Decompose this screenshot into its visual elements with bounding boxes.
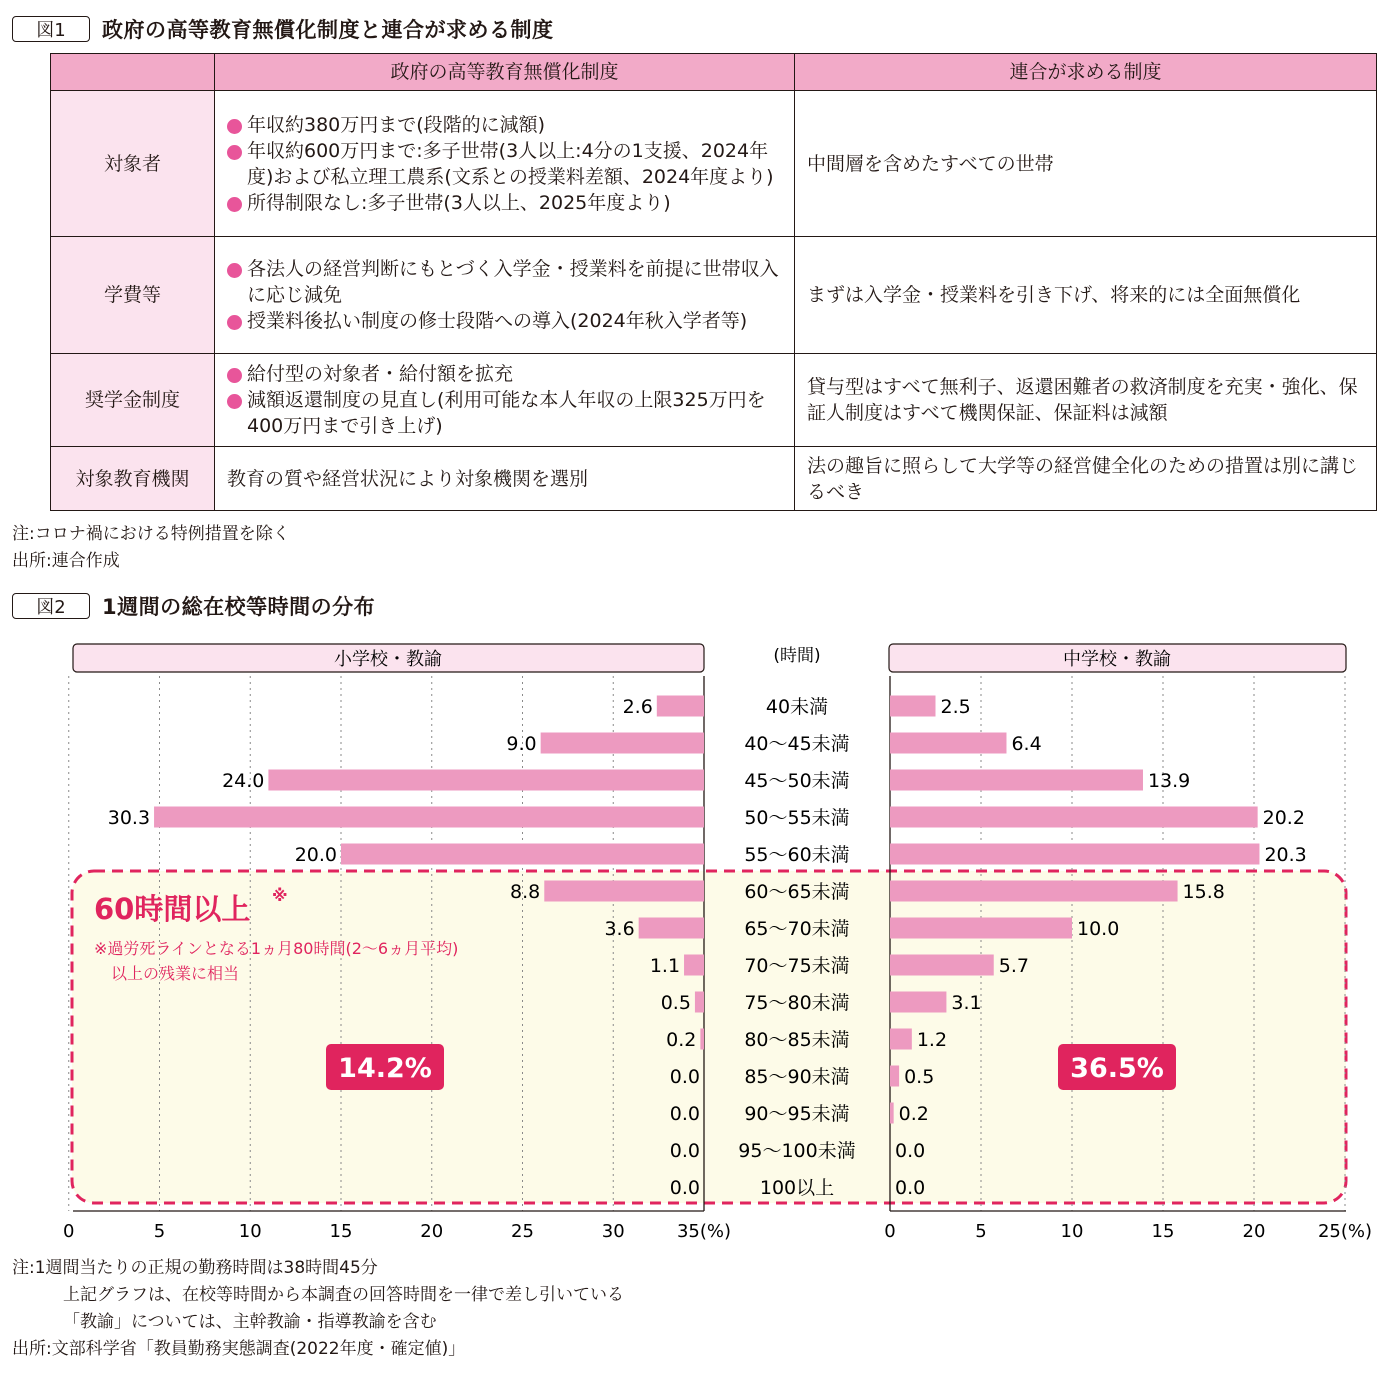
row-label: 学費等 bbox=[51, 237, 215, 354]
elementary-value-label: 0.0 bbox=[669, 1066, 700, 1088]
fig2-note-3: 「教諭」については、主幹教諭・指導教諭を含む bbox=[63, 1312, 437, 1332]
elementary-bar bbox=[657, 696, 704, 717]
table-row bbox=[51, 447, 1377, 511]
elementary-bar bbox=[700, 1029, 704, 1050]
junior-high-value-label: 1.2 bbox=[916, 1029, 948, 1051]
fig1-tag: 図1 bbox=[12, 16, 90, 42]
rengo-cell: 法の趣旨に照らして大学等の経営健全化のための措置は別に講じるべき bbox=[795, 447, 1377, 511]
junior-high-value-label: 2.5 bbox=[940, 696, 971, 718]
bullet-item: 授業料後払い制度の修士段階への導入(2024年秋入学者等) bbox=[227, 308, 782, 334]
junior-high-bar bbox=[890, 955, 994, 976]
elementary-value-label: 2.6 bbox=[622, 696, 653, 718]
table-header-gov: 政府の高等教育無償化制度 bbox=[215, 54, 795, 91]
fig1-source: 出所:連合作成 bbox=[12, 551, 120, 571]
junior-high-value-label: 0.5 bbox=[904, 1066, 935, 1088]
fig1-note: 注:コロナ禍における特例措置を除く bbox=[12, 524, 290, 544]
bullet-item: 減額返還制度の見直し(利用可能な本人年収の上限325万円を400万円まで引き上げ) bbox=[227, 387, 782, 439]
junior-high-bar bbox=[890, 1029, 912, 1050]
elementary-value-label: 0.0 bbox=[669, 1177, 700, 1199]
highlight-title-mark: ※ bbox=[272, 886, 288, 905]
fig2-note-1: 注:1週間当たりの正規の勤務時間は38時間45分 bbox=[12, 1258, 378, 1278]
fig2-tag: 図2 bbox=[12, 593, 90, 619]
category-label: 45〜50未満 bbox=[744, 770, 850, 792]
category-label: 75〜80未満 bbox=[744, 992, 850, 1014]
elementary-value-label: 3.6 bbox=[604, 918, 635, 940]
elementary-bar bbox=[639, 918, 704, 939]
junior-high-tick-label: 10 bbox=[1060, 1221, 1084, 1242]
category-label: 90〜95未満 bbox=[744, 1103, 850, 1125]
category-label: 40〜45未満 bbox=[744, 733, 850, 755]
junior-high-value-label: 0.0 bbox=[895, 1177, 926, 1199]
row-label: 対象教育機関 bbox=[51, 447, 215, 511]
elementary-value-label: 30.3 bbox=[107, 807, 151, 829]
junior-high-value-label: 3.1 bbox=[951, 992, 982, 1014]
table-header-rengo: 連合が求める制度 bbox=[795, 54, 1377, 91]
category-label: 95〜100未満 bbox=[738, 1140, 856, 1162]
elementary-share-badge: 14.2% bbox=[338, 1053, 432, 1084]
category-label: 55〜60未満 bbox=[744, 844, 850, 866]
rengo-cell: 貸与型はすべて無利子、返還困難者の救済制度を充実・強化、保証人制度はすべて機関保証、保証料は減額 bbox=[795, 354, 1377, 447]
row-label: 対象者 bbox=[51, 91, 215, 237]
elementary-bar bbox=[544, 881, 704, 902]
category-label: 85〜90未満 bbox=[744, 1066, 850, 1088]
fig2-title: 1週間の総在校等時間の分布 bbox=[102, 595, 376, 619]
row-label: 奨学金制度 bbox=[51, 354, 215, 447]
junior-high-value-label: 20.2 bbox=[1262, 807, 1305, 829]
highlight-title: 60時間以上 bbox=[94, 892, 251, 926]
junior-high-value-label: 5.7 bbox=[998, 955, 1029, 977]
junior-high-tick-label: 20 bbox=[1242, 1221, 1266, 1242]
elementary-value-label: 1.1 bbox=[649, 955, 681, 977]
rengo-cell: 中間層を含めたすべての世帯 bbox=[795, 91, 1377, 237]
gov-cell bbox=[215, 91, 795, 237]
elementary-bar bbox=[684, 955, 704, 976]
junior-high-tick-label: 5 bbox=[975, 1221, 987, 1242]
elementary-bar bbox=[695, 992, 704, 1013]
elementary-tick-label: 10 bbox=[238, 1221, 262, 1242]
elementary-value-label: 9.0 bbox=[506, 733, 537, 755]
category-label: 65〜70未満 bbox=[744, 918, 850, 940]
category-label: 50〜55未満 bbox=[744, 807, 850, 829]
junior-high-tick-label: 0 bbox=[884, 1221, 896, 1242]
gov-cell bbox=[215, 237, 795, 354]
table-header-corner bbox=[51, 54, 215, 91]
category-label: 100以上 bbox=[759, 1177, 835, 1199]
junior-high-value-label: 10.0 bbox=[1077, 918, 1120, 940]
junior-high-bar bbox=[890, 992, 946, 1013]
gov-cell bbox=[215, 354, 795, 447]
junior-high-bar bbox=[890, 844, 1259, 865]
fig2-note-2: 上記グラフは、在校等時間から本調査の回答時間を一律で差し引いている bbox=[63, 1285, 624, 1305]
table-row bbox=[51, 91, 1377, 237]
highlight-region bbox=[72, 871, 1346, 1203]
highlight-note: 以上の残業に相当 bbox=[111, 964, 240, 983]
elementary-bar bbox=[154, 807, 704, 828]
elementary-bar bbox=[341, 844, 704, 865]
elementary-value-label: 0.0 bbox=[669, 1103, 700, 1125]
junior-high-share-badge: 36.5% bbox=[1070, 1053, 1164, 1084]
junior-high-bar bbox=[890, 807, 1258, 828]
bullet-item: 所得制限なし:多子世帯(3人以上、2025年度より) bbox=[227, 190, 782, 216]
bullet-item: 年収約380万円まで(段階的に減額) bbox=[227, 112, 782, 138]
junior-high-value-label: 20.3 bbox=[1264, 844, 1307, 866]
junior-high-bar bbox=[890, 733, 1006, 754]
junior-high-tick-label: 25(%) bbox=[1317, 1221, 1373, 1242]
fig1-heading bbox=[12, 14, 554, 44]
junior-high-header-label: 中学校・教諭 bbox=[1063, 649, 1171, 670]
elementary-value-label: 0.5 bbox=[660, 992, 691, 1014]
elementary-tick-label: 35(%) bbox=[676, 1221, 732, 1242]
fig2-source: 出所:文部科学省「教員勤務実態調査(2022年度・確定値)」 bbox=[12, 1339, 466, 1359]
category-label: 60〜65未満 bbox=[744, 881, 850, 903]
table-row bbox=[51, 237, 1377, 354]
bullet-item: 給付型の対象者・給付額を拡充 bbox=[227, 361, 782, 387]
junior-high-bar bbox=[890, 1103, 894, 1124]
elementary-bar bbox=[541, 733, 704, 754]
junior-high-tick-label: 15 bbox=[1151, 1221, 1175, 1242]
elementary-value-label: 0.0 bbox=[669, 1140, 700, 1162]
junior-high-bar bbox=[890, 1066, 899, 1087]
table-row bbox=[51, 354, 1377, 447]
junior-high-value-label: 0.0 bbox=[895, 1140, 926, 1162]
fig2-heading bbox=[12, 591, 375, 621]
elementary-value-label: 0.2 bbox=[666, 1029, 697, 1051]
elementary-tick-label: 25 bbox=[511, 1221, 534, 1242]
junior-high-value-label: 15.8 bbox=[1182, 881, 1225, 903]
junior-high-bar bbox=[890, 770, 1143, 791]
category-label: 70〜75未満 bbox=[744, 955, 850, 977]
elementary-tick-label: 0 bbox=[63, 1221, 75, 1242]
elementary-tick-label: 15 bbox=[329, 1221, 353, 1242]
elementary-tick-label: 5 bbox=[153, 1221, 166, 1242]
gov-cell: 教育の質や経営状況により対象機関を選別 bbox=[215, 447, 795, 511]
elementary-tick-label: 30 bbox=[601, 1221, 625, 1242]
table-header-row bbox=[51, 54, 1377, 91]
elementary-value-label: 20.0 bbox=[294, 844, 337, 866]
elementary-value-label: 8.8 bbox=[510, 881, 541, 903]
junior-high-bar bbox=[890, 918, 1072, 939]
distribution-chart bbox=[0, 630, 1400, 1255]
junior-high-value-label: 6.4 bbox=[1011, 733, 1042, 755]
comparison-table bbox=[50, 53, 1377, 511]
elementary-bar bbox=[268, 770, 704, 791]
elementary-header-label: 小学校・教諭 bbox=[334, 649, 442, 670]
junior-high-value-label: 13.9 bbox=[1147, 770, 1191, 792]
fig1-title: 政府の高等教育無償化制度と連合が求める制度 bbox=[102, 18, 554, 42]
bullet-item: 年収約600万円まで:多子世帯(3人以上:4分の1支援、2024年度)および私立理工農系(文系との授業料差額、2024年度より) bbox=[227, 138, 782, 190]
category-label: 80〜85未満 bbox=[744, 1029, 850, 1051]
rengo-cell: まずは入学金・授業料を引き下げ、将来的には全面無償化 bbox=[795, 237, 1377, 354]
junior-high-bar bbox=[890, 696, 936, 717]
elementary-value-label: 24.0 bbox=[222, 770, 265, 792]
junior-high-bar bbox=[890, 881, 1178, 902]
highlight-note: ※過労死ラインとなる1ヵ月80時間(2〜6ヵ月平均) bbox=[94, 939, 459, 958]
unit-label: (時間) bbox=[773, 646, 821, 666]
bullet-item: 各法人の経営判断にもとづく入学金・授業料を前提に世帯収入に応じ減免 bbox=[227, 256, 782, 308]
junior-high-value-label: 0.2 bbox=[898, 1103, 929, 1125]
category-label: 40未満 bbox=[765, 696, 829, 718]
elementary-tick-label: 20 bbox=[420, 1221, 444, 1242]
